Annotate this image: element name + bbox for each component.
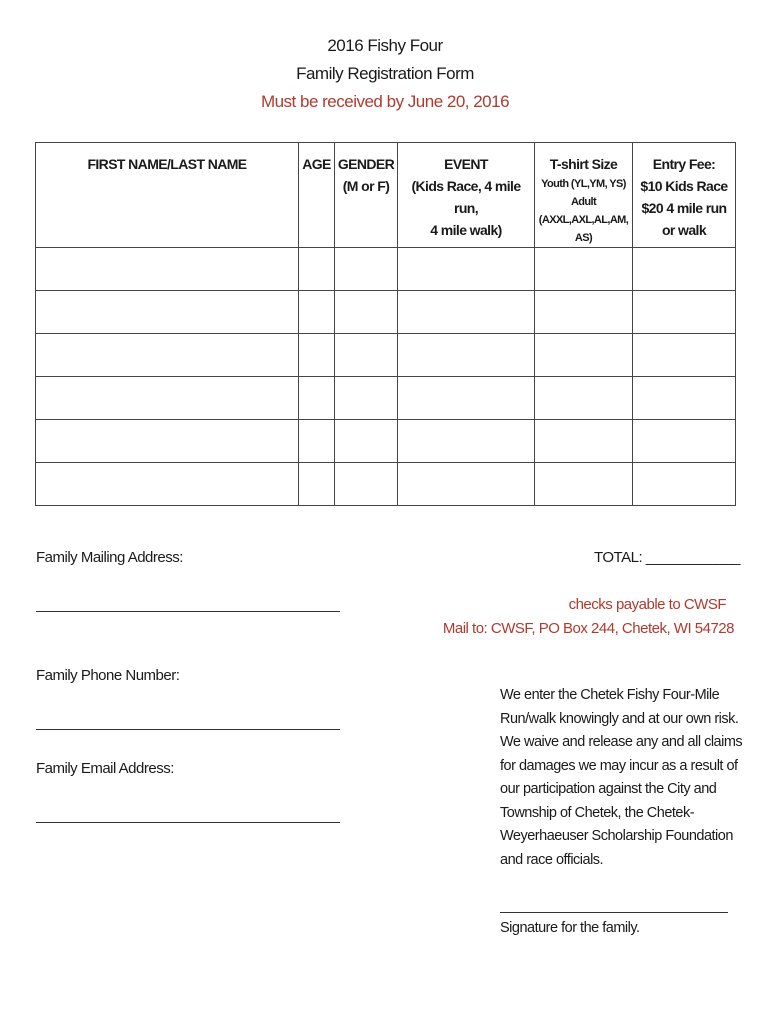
cell-age[interactable] (299, 248, 335, 291)
column-header-tshirt-adult-sizes-end: AS) (574, 232, 593, 244)
table-row (36, 377, 736, 420)
column-header-name (36, 143, 299, 248)
cell-tshirt[interactable] (535, 463, 633, 506)
cell-fee[interactable] (633, 334, 736, 377)
checks-payable-note: checks payable to CWSF (568, 596, 726, 613)
form-title-line1: 2016 Fishy Four (327, 36, 443, 55)
mailing-address-line[interactable] (36, 611, 340, 612)
column-header-age (299, 143, 335, 248)
cell-gender[interactable] (335, 420, 398, 463)
cell-event[interactable] (398, 291, 535, 334)
mailing-address-label: Family Mailing Address: (36, 549, 183, 566)
email-line[interactable] (36, 822, 340, 823)
column-header-tshirt-adult: Adult (570, 196, 597, 208)
column-header-fee (633, 143, 736, 248)
column-header-tshirt-label: T-shirt Size (549, 156, 618, 172)
signature-label: Signature for the family. (500, 920, 640, 936)
cell-name[interactable] (36, 291, 299, 334)
cell-event[interactable] (398, 463, 535, 506)
deadline-notice: Must be received by June 20, 2016 (260, 92, 510, 111)
phone-line[interactable] (36, 729, 340, 730)
column-header-gender-sub: (M or F) (342, 178, 390, 194)
cell-tshirt[interactable] (535, 420, 633, 463)
cell-fee[interactable] (633, 377, 736, 420)
cell-name[interactable] (36, 377, 299, 420)
cell-fee[interactable] (633, 248, 736, 291)
phone-label: Family Phone Number: (36, 667, 180, 684)
column-header-event-label: EVENT (444, 156, 488, 172)
cell-event[interactable] (398, 248, 535, 291)
column-header-tshirt-youth: Youth (YL,YM, YS) (541, 178, 626, 190)
email-label: Family Email Address: (36, 760, 174, 777)
cell-gender[interactable] (335, 248, 398, 291)
table-row (36, 463, 736, 506)
signature-line[interactable] (500, 912, 728, 913)
cell-tshirt[interactable] (535, 334, 633, 377)
waiver-text: We enter the Chetek Fishy Four-Mile Run/walk knowingly and at our own risk. We waive and release any and all claims for damages we may incur as a result of our participation against the City and Township of Chetek, the Chetek-Weyerhaeuser Scholarship Foundation and race officials. (500, 687, 743, 868)
form-title-line2: Family Registration Form (296, 64, 474, 83)
column-header-age-label: AGE (302, 156, 331, 172)
column-header-gender (335, 143, 398, 248)
column-header-event-sub2: 4 mile walk) (430, 222, 502, 238)
cell-gender[interactable] (335, 291, 398, 334)
column-header-event-sub1: (Kids Race, 4 mile run, (411, 178, 521, 216)
column-header-name-label: FIRST NAME/LAST NAME (87, 156, 247, 172)
cell-name[interactable] (36, 334, 299, 377)
cell-fee[interactable] (633, 463, 736, 506)
cell-tshirt[interactable] (535, 291, 633, 334)
cell-age[interactable] (299, 463, 335, 506)
cell-name[interactable] (36, 248, 299, 291)
cell-fee[interactable] (633, 291, 736, 334)
table-row (36, 334, 736, 377)
cell-age[interactable] (299, 334, 335, 377)
column-header-fee-label: Entry Fee: (652, 156, 716, 172)
column-header-event (398, 143, 535, 248)
cell-name[interactable] (36, 463, 299, 506)
cell-gender[interactable] (335, 334, 398, 377)
cell-name[interactable] (36, 420, 299, 463)
cell-age[interactable] (299, 377, 335, 420)
cell-age[interactable] (299, 420, 335, 463)
cell-tshirt[interactable] (535, 377, 633, 420)
table-row (36, 291, 736, 334)
column-header-gender-label: GENDER (337, 156, 395, 172)
cell-gender[interactable] (335, 377, 398, 420)
column-header-fee-run: $20 4 mile run (641, 200, 727, 216)
column-header-tshirt-adult-sizes: (AXXL,AXL,AL,AM, (538, 214, 629, 226)
table-row (36, 248, 736, 291)
cell-event[interactable] (398, 420, 535, 463)
column-header-tshirt (535, 143, 633, 248)
cell-tshirt[interactable] (535, 248, 633, 291)
table-header-row (36, 143, 736, 248)
cell-gender[interactable] (335, 463, 398, 506)
registration-table (35, 142, 736, 506)
cell-event[interactable] (398, 334, 535, 377)
column-header-fee-walk: or walk (661, 222, 707, 238)
total-field[interactable]: TOTAL: ____________ (594, 549, 740, 566)
cell-event[interactable] (398, 377, 535, 420)
cell-age[interactable] (299, 291, 335, 334)
mail-to-address: Mail to: CWSF, PO Box 244, Chetek, WI 54728 (442, 620, 734, 637)
table-row (36, 420, 736, 463)
column-header-fee-kids: $10 Kids Race (640, 178, 728, 194)
cell-fee[interactable] (633, 420, 736, 463)
